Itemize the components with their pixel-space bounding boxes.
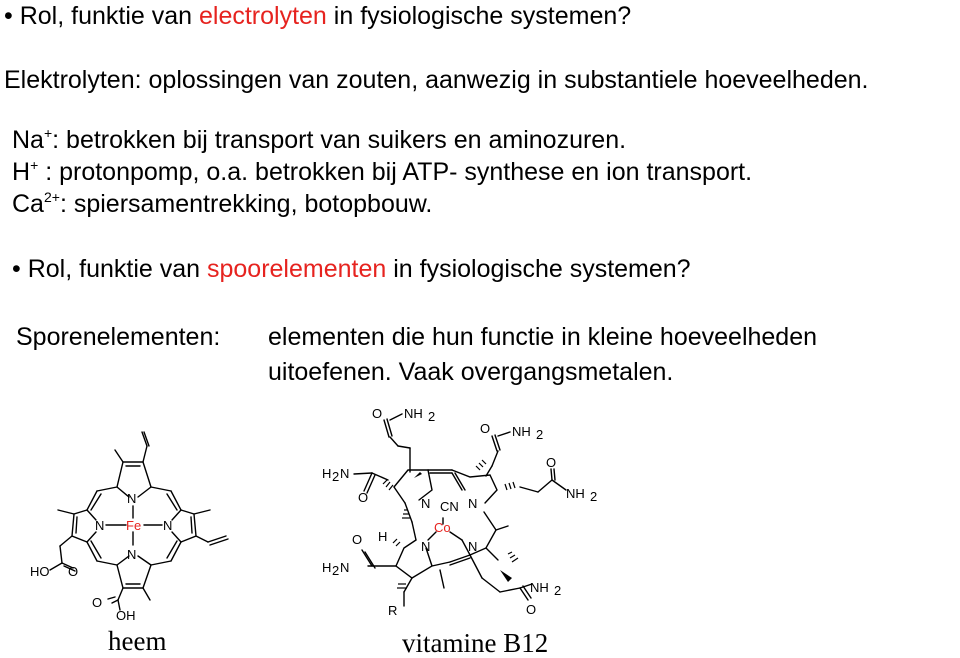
highlight-electrolyten: electrolyten [198,2,327,30]
b12-n: N [468,496,478,511]
heme-oh: OH [116,608,136,623]
calcium-line: $Ca^{2+}$: spiersamentrekking, botopbouw. [12,189,433,218]
b12-h2n: H [322,466,332,481]
b12-r: R [388,603,398,618]
b12-nh2: NH [404,406,423,421]
b12-o: O [358,490,369,505]
b12-caption: vitamine B12 [402,628,549,658]
b12-n: N [421,496,431,511]
bullet: • [12,255,21,283]
b12-o: O [352,532,363,547]
heme-n-bottom: N [127,547,137,562]
heme-n-top: N [127,491,137,506]
b12-o: O [526,602,537,617]
heme-ho: HO [30,564,50,579]
heme-caption: heem [108,626,167,656]
heme-n-left: N [95,518,105,533]
b12-o: O [480,421,491,436]
question-text: Rol, funktie van [19,2,199,30]
b12-n: N [340,560,350,575]
b12-o: O [546,455,557,470]
b12-sub: 2 [554,583,562,598]
b12-sub: 2 [332,469,340,484]
b12-sub: 2 [428,409,436,424]
heme-n-right: N [163,518,173,533]
b12-n: N [421,539,431,554]
b12-structure [354,414,566,606]
b12-n: N [468,539,478,554]
heme-o1: O [68,564,79,579]
b12-sub: 2 [332,563,340,578]
bullet-line-spoorelementen: • Rol, funktie van spoorelementen in fysiologische systemen? [12,255,691,283]
question-text-end: in fysiologische systemen? [326,2,632,30]
heme-fe: Fe [126,518,142,533]
sporen-definition-line2: uitoefenen. Vaak overgangsmetalen. [268,358,674,386]
b12-nh2: NH [566,486,585,501]
b12-cn: CN [440,499,459,514]
b12-sub: 2 [536,427,544,442]
highlight-spoorelementen: spoorelementen [206,255,387,283]
b12-co: Co [434,520,451,535]
b12-h2n: H [322,560,332,575]
b12-o: O [372,406,383,421]
sporen-term: Sporenelementen: [16,323,221,351]
sporen-definition-line1: elementen die hun functie in kleine hoeveelheden [268,323,818,351]
electrolyte-definition: Elektrolyten: oplossingen van zouten, aanwezig in substantiele hoeveelheden. [4,66,869,94]
b12-n: N [340,466,350,481]
proton-line: H+ : protonpomp, o.a. betrokken bij ATP- synthese en ion transport. [12,157,753,186]
b12-nh2: NH [512,424,531,439]
b12-nh2: NH [530,580,549,595]
b12-h: H [378,529,388,544]
heme-o2: O [92,595,103,610]
b12-sub: 2 [590,489,598,504]
bullet: • [4,2,13,30]
sodium-line: Na+: betrokken bij transport van suikers en aminozuren. [12,125,627,154]
